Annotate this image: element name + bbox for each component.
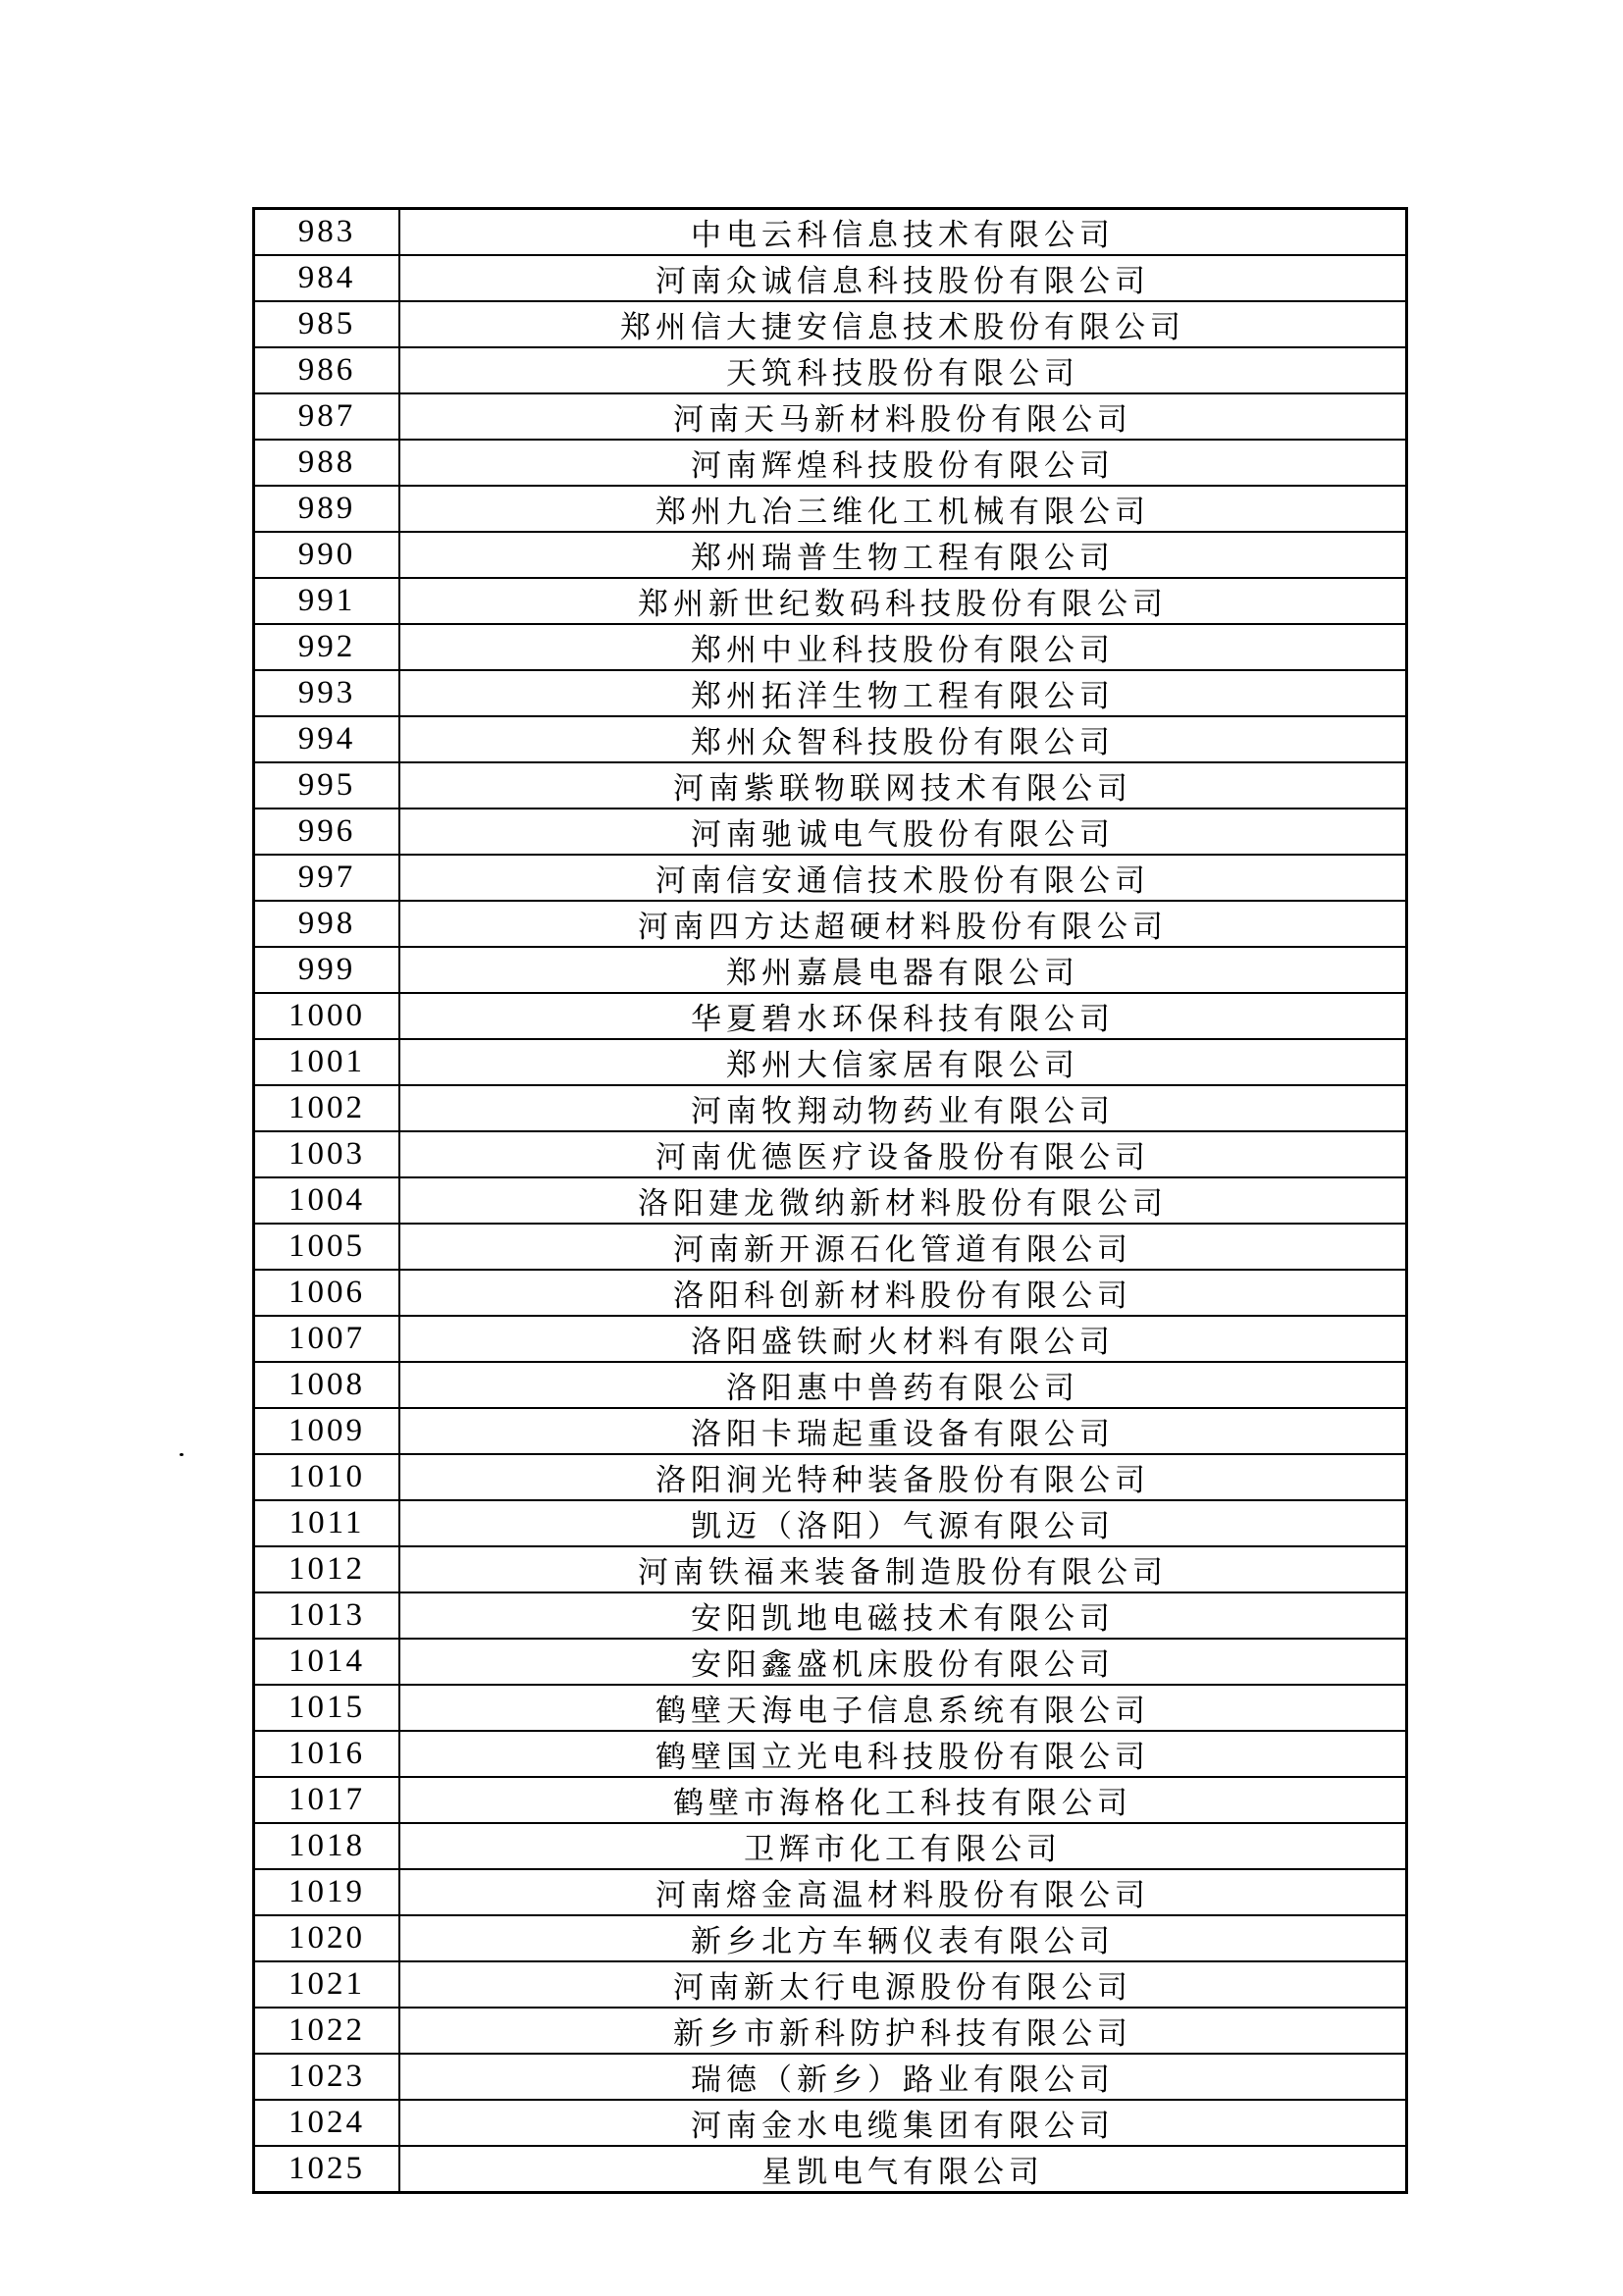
- row-number: 1009: [254, 1408, 400, 1454]
- table-row: [254, 947, 1407, 993]
- table-row: [254, 393, 1407, 440]
- company-name: 河南金水电缆集团有限公司: [399, 2100, 1407, 2146]
- table-row: [254, 1823, 1407, 1869]
- table-row: [254, 347, 1407, 393]
- row-number: 1014: [254, 1639, 400, 1685]
- company-name: 河南紫联物联网技术有限公司: [399, 762, 1407, 809]
- table-row: [254, 440, 1407, 486]
- table-row: [254, 255, 1407, 301]
- table-row: [254, 855, 1407, 901]
- company-name: 河南众诚信息科技股份有限公司: [399, 255, 1407, 301]
- row-number: 989: [254, 486, 400, 532]
- company-name: 天筑科技股份有限公司: [399, 347, 1407, 393]
- company-name: 郑州九冶三维化工机械有限公司: [399, 486, 1407, 532]
- row-number: 990: [254, 532, 400, 578]
- table-row: [254, 209, 1407, 256]
- company-name: 河南新开源石化管道有限公司: [399, 1224, 1407, 1270]
- table-row: [254, 1177, 1407, 1224]
- company-name: 安阳鑫盛机床股份有限公司: [399, 1639, 1407, 1685]
- table-row: [254, 809, 1407, 855]
- row-number: 1025: [254, 2146, 400, 2193]
- table-row: [254, 1731, 1407, 1777]
- company-name: 河南信安通信技术股份有限公司: [399, 855, 1407, 901]
- row-number: 1000: [254, 993, 400, 1039]
- row-number: 985: [254, 301, 400, 347]
- row-number: 1015: [254, 1685, 400, 1731]
- row-number: 994: [254, 716, 400, 762]
- company-name: 新乡北方车辆仪表有限公司: [399, 1915, 1407, 1961]
- company-name: 洛阳惠中兽药有限公司: [399, 1362, 1407, 1408]
- table-row: [254, 993, 1407, 1039]
- row-number: 997: [254, 855, 400, 901]
- company-name: 河南四方达超硬材料股份有限公司: [399, 901, 1407, 947]
- table-row: [254, 532, 1407, 578]
- company-name: 河南熔金高温材料股份有限公司: [399, 1869, 1407, 1915]
- row-number: 993: [254, 670, 400, 716]
- company-name: 鹤壁国立光电科技股份有限公司: [399, 1731, 1407, 1777]
- company-name: 河南驰诚电气股份有限公司: [399, 809, 1407, 855]
- company-name: 河南辉煌科技股份有限公司: [399, 440, 1407, 486]
- company-name: 星凯电气有限公司: [399, 2146, 1407, 2193]
- row-number: 1010: [254, 1454, 400, 1500]
- table-row: [254, 1085, 1407, 1131]
- company-name: 河南新太行电源股份有限公司: [399, 1961, 1407, 2008]
- table-row: [254, 1316, 1407, 1362]
- company-name: 郑州大信家居有限公司: [399, 1039, 1407, 1085]
- table-row: [254, 1039, 1407, 1085]
- company-name: 安阳凯地电磁技术有限公司: [399, 1592, 1407, 1639]
- row-number: 992: [254, 624, 400, 670]
- row-number: 1001: [254, 1039, 400, 1085]
- table-row: [254, 1546, 1407, 1592]
- table-body: [254, 209, 1407, 2193]
- row-number: 995: [254, 762, 400, 809]
- row-number: 996: [254, 809, 400, 855]
- row-number: 1023: [254, 2054, 400, 2100]
- company-name: 河南优德医疗设备股份有限公司: [399, 1131, 1407, 1177]
- row-number: 1004: [254, 1177, 400, 1224]
- row-number: 1005: [254, 1224, 400, 1270]
- company-name: 洛阳卡瑞起重设备有限公司: [399, 1408, 1407, 1454]
- row-number: 999: [254, 947, 400, 993]
- table-row: [254, 901, 1407, 947]
- row-number: 1006: [254, 1270, 400, 1316]
- table-row: [254, 301, 1407, 347]
- row-number: 983: [254, 209, 400, 256]
- table-row: [254, 2008, 1407, 2054]
- company-name: 鹤壁天海电子信息系统有限公司: [399, 1685, 1407, 1731]
- row-number: 1019: [254, 1869, 400, 1915]
- row-number: 1012: [254, 1546, 400, 1592]
- row-number: 1007: [254, 1316, 400, 1362]
- row-number: 1011: [254, 1500, 400, 1546]
- company-name: 瑞德（新乡）路业有限公司: [399, 2054, 1407, 2100]
- company-name: 郑州信大捷安信息技术股份有限公司: [399, 301, 1407, 347]
- table-row: [254, 1408, 1407, 1454]
- company-name: 洛阳涧光特种装备股份有限公司: [399, 1454, 1407, 1500]
- table-row: [254, 1592, 1407, 1639]
- table-row: [254, 1961, 1407, 2008]
- company-name: 郑州众智科技股份有限公司: [399, 716, 1407, 762]
- table-row: [254, 1500, 1407, 1546]
- row-number: 988: [254, 440, 400, 486]
- company-table: [252, 207, 1408, 2194]
- table-row: [254, 2054, 1407, 2100]
- table-row: [254, 2100, 1407, 2146]
- table-row: [254, 1915, 1407, 1961]
- row-number: 984: [254, 255, 400, 301]
- company-name: 河南铁福来装备制造股份有限公司: [399, 1546, 1407, 1592]
- table-row: [254, 1777, 1407, 1823]
- row-number: 986: [254, 347, 400, 393]
- table-row: [254, 578, 1407, 624]
- table-row: [254, 1224, 1407, 1270]
- row-number: 1024: [254, 2100, 400, 2146]
- table-row: [254, 1362, 1407, 1408]
- company-name: 洛阳盛铁耐火材料有限公司: [399, 1316, 1407, 1362]
- company-name: 凯迈（洛阳）气源有限公司: [399, 1500, 1407, 1546]
- company-name: 郑州拓洋生物工程有限公司: [399, 670, 1407, 716]
- row-number: 1018: [254, 1823, 400, 1869]
- company-name: 鹤壁市海格化工科技有限公司: [399, 1777, 1407, 1823]
- table-row: [254, 2146, 1407, 2193]
- row-number: 1017: [254, 1777, 400, 1823]
- company-name: 新乡市新科防护科技有限公司: [399, 2008, 1407, 2054]
- row-number: 1013: [254, 1592, 400, 1639]
- company-name: 郑州新世纪数码科技股份有限公司: [399, 578, 1407, 624]
- company-name: 郑州嘉晨电器有限公司: [399, 947, 1407, 993]
- company-name: 洛阳建龙微纳新材料股份有限公司: [399, 1177, 1407, 1224]
- company-name: 卫辉市化工有限公司: [399, 1823, 1407, 1869]
- row-number: 987: [254, 393, 400, 440]
- company-name: 河南天马新材料股份有限公司: [399, 393, 1407, 440]
- table-row: [254, 486, 1407, 532]
- row-number: 1008: [254, 1362, 400, 1408]
- table-row: [254, 670, 1407, 716]
- table-row: [254, 716, 1407, 762]
- row-number: 1021: [254, 1961, 400, 2008]
- row-number: 1020: [254, 1915, 400, 1961]
- table-row: [254, 1685, 1407, 1731]
- row-number: 991: [254, 578, 400, 624]
- row-number: 1016: [254, 1731, 400, 1777]
- company-name: 洛阳科创新材料股份有限公司: [399, 1270, 1407, 1316]
- company-name: 郑州中业科技股份有限公司: [399, 624, 1407, 670]
- row-number: 1022: [254, 2008, 400, 2054]
- table-row: [254, 1131, 1407, 1177]
- scan-artifact-dot: [180, 1453, 183, 1456]
- company-name: 中电云科信息技术有限公司: [399, 209, 1407, 256]
- table-row: [254, 1270, 1407, 1316]
- row-number: 1003: [254, 1131, 400, 1177]
- company-name: 华夏碧水环保科技有限公司: [399, 993, 1407, 1039]
- table-row: [254, 762, 1407, 809]
- row-number: 1002: [254, 1085, 400, 1131]
- company-name: 郑州瑞普生物工程有限公司: [399, 532, 1407, 578]
- table-row: [254, 1639, 1407, 1685]
- table-row: [254, 1454, 1407, 1500]
- table-row: [254, 624, 1407, 670]
- company-name: 河南牧翔动物药业有限公司: [399, 1085, 1407, 1131]
- row-number: 998: [254, 901, 400, 947]
- table-row: [254, 1869, 1407, 1915]
